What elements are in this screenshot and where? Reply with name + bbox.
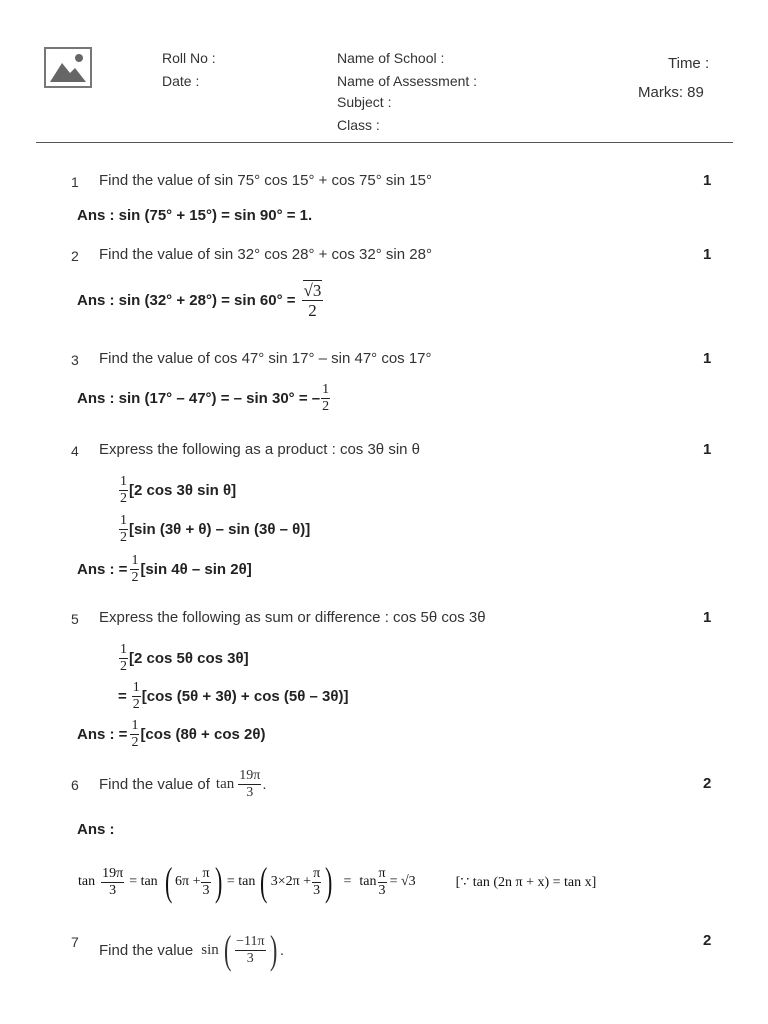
working-line [118, 475, 236, 506]
fraction: $\frac{19\pi}{3}$ [239, 768, 261, 800]
question-marks: 1 [703, 172, 712, 189]
question-number: 7 [71, 934, 79, 950]
answer-line [77, 719, 265, 750]
answer-text: Ans : sin (32° + 28°) = sin 60° = [77, 292, 296, 309]
question-marks: 1 [703, 246, 712, 263]
question-marks: 2 [703, 775, 712, 792]
half-fraction: $\frac{1}{2}$ [120, 513, 127, 545]
question-marks: 2 [703, 932, 712, 949]
question-text: Find the value of [99, 776, 210, 793]
fraction: $\frac{\pi}{3}$ [313, 865, 321, 898]
answer-text: [sin 4θ – sin 2θ] [140, 561, 252, 578]
fraction-numerator: 1 [322, 382, 330, 397]
question-text: Find the value [99, 941, 194, 959]
working-text: [2 cos 5θ cos 3θ] [129, 650, 249, 667]
question-marks: 1 [703, 441, 712, 458]
fraction-numerator: √3 [303, 281, 322, 300]
working-line [118, 681, 348, 712]
question-line: Find the value sin ( $\frac{-11\pi}{3}$ ) . [99, 927, 285, 972]
function-name: tan [215, 776, 235, 792]
answer-line [77, 554, 252, 585]
fraction: $\frac{\pi}{3}$ [202, 865, 210, 898]
fraction-denominator: 2 [308, 301, 317, 320]
fraction-denominator: 2 [322, 399, 330, 414]
assessment-label: Name of Assessment : [337, 73, 478, 89]
answer-prefix: Ans : = [77, 561, 128, 578]
question-text: Find the value of cos 47° sin 17° – sin 47° cos 17° [99, 350, 432, 367]
subject-label: Subject : [337, 94, 392, 110]
working-text: [sin (3θ + θ) – sin (3θ – θ)] [129, 521, 311, 538]
question-text: Find the value of sin 75° cos 15° + cos 75° sin 15° [99, 172, 432, 189]
question-text: Express the following as a product : cos 3θ sin θ [99, 441, 421, 458]
question-text: Find the value of sin 32° cos 28° + cos 32° sin 28° [99, 246, 432, 263]
answer-text: Ans : sin (75° + 15°) = sin 90° = 1. [77, 207, 313, 224]
answer-line [77, 383, 331, 414]
question-number: 3 [71, 352, 79, 368]
working-line [118, 514, 310, 545]
fraction: $\frac{19\pi}{3}$ [102, 865, 124, 898]
time-label: Time : [668, 55, 710, 72]
question-number: 1 [71, 174, 79, 190]
question-marks: 1 [703, 609, 712, 626]
fraction: $\frac{-11\pi}{3}$ [236, 933, 265, 966]
header-divider [36, 142, 733, 143]
question-number: 5 [71, 611, 79, 627]
fraction [321, 383, 330, 414]
answer-text: Ans : sin (17° – 47°) = – sin 30° = – [77, 390, 321, 407]
half-fraction: $\frac{1}{2}$ [120, 474, 127, 506]
class-label: Class : [337, 117, 380, 133]
working-text: [2 cos 3θ sin θ] [129, 482, 237, 499]
answer-text: Ans : [77, 821, 115, 838]
half-fraction: $\frac{1}{2}$ [131, 553, 139, 585]
question-number: 2 [71, 248, 79, 264]
logo-image-icon [44, 47, 92, 88]
question-marks: 1 [703, 350, 712, 367]
working-line [118, 643, 249, 674]
roll-no-label: Roll No : [162, 50, 216, 66]
function-name: sin [201, 941, 219, 958]
question-line: Find the value of tan $\frac{19\pi}{3}$ . [99, 768, 267, 800]
answer-working: tan $\frac{19\pi}{3}$ = tan ( 6π + $\frac{\pi}{3}$ ) = tan ( 3×2π + $\frac{\pi}{3}$ ) = tan $\frac{\pi}{3}$ = √3 [∵ tan (2n π + x) = tan x] [78, 859, 597, 904]
half-fraction: $\frac{1}{2}$ [131, 718, 139, 750]
question-number: 6 [71, 777, 79, 793]
half-fraction: $\frac{1}{2}$ [132, 680, 140, 712]
equals-sign: = [118, 688, 127, 705]
question-number: 4 [71, 443, 79, 459]
school-label: Name of School : [337, 50, 445, 66]
answer-text: [cos (8θ + cos 2θ) [140, 726, 266, 743]
question-text: Express the following as sum or difference : cos 5θ cos 3θ [99, 609, 486, 626]
marks-label: Marks: 89 [638, 84, 704, 101]
date-label: Date : [162, 73, 200, 89]
answer-prefix: Ans : = [77, 726, 128, 743]
working-text: [cos (5θ + 3θ) + cos (5θ – 3θ)] [141, 688, 349, 705]
half-fraction: $\frac{1}{2}$ [120, 642, 127, 674]
fraction: $\frac{\pi}{3}$ [378, 865, 386, 898]
answer-line [77, 282, 324, 319]
fraction [302, 282, 324, 319]
